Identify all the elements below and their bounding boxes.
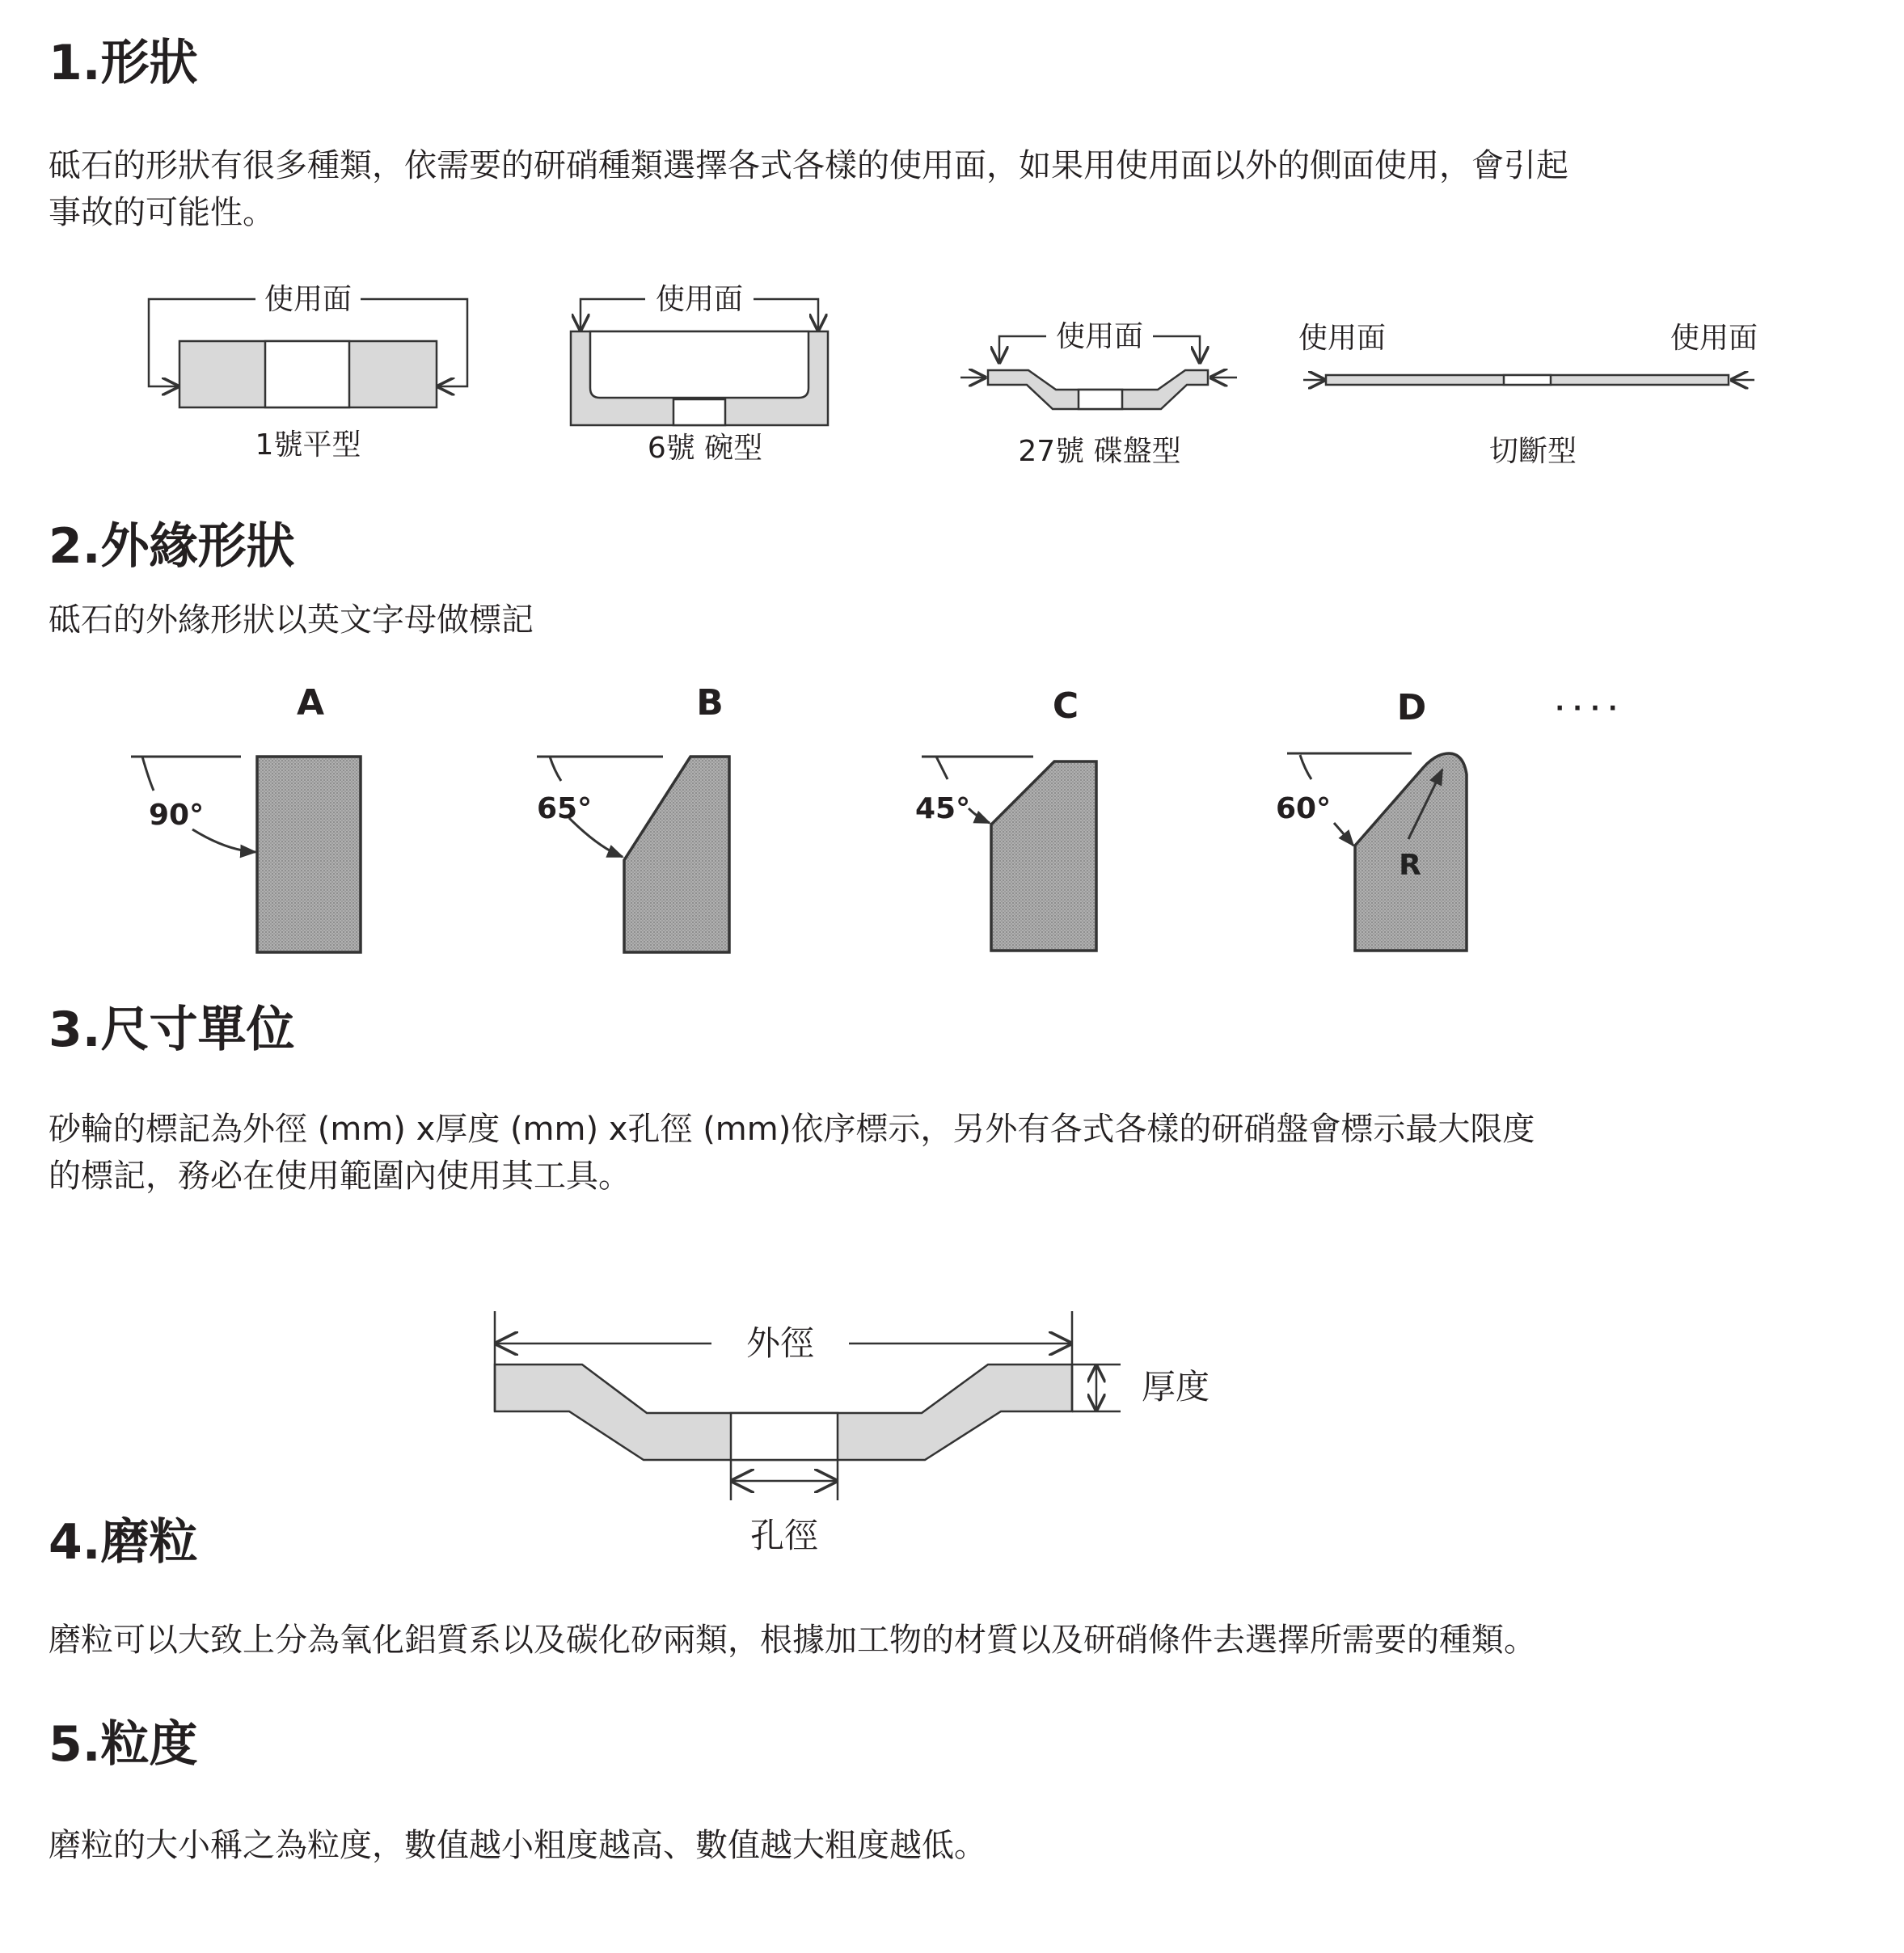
section-shape-text-line1: 砥石的形狀有很多種類，依需要的研硝種類選擇各式各樣的使用面，如果用使用面以外的側面使用，會引起: [49, 147, 1568, 184]
bore-label: 孔徑: [749, 1516, 819, 1555]
outer-diameter-label: 外徑: [745, 1323, 815, 1363]
profile-c-letter: C: [1052, 685, 1079, 727]
section-size-text-line1: 砂輪的標記為外徑 (mm) x厚度 (mm) x孔徑 (mm)依序標示，另外有各式各樣的研硝盤會標示最大限度: [49, 1111, 1535, 1148]
surface-label-type1: 使用面: [264, 283, 353, 316]
type-27-label: 27號 碟盤型: [1018, 435, 1181, 468]
cutoff-label: 切斷型: [1488, 435, 1577, 468]
section-grit-heading: 5.粒度: [49, 1716, 198, 1773]
edge-profile-d: [1276, 687, 1617, 951]
profile-a-letter: A: [296, 682, 325, 723]
profile-d-radius-label: R: [1399, 849, 1421, 882]
profile-b-angle: 65°: [537, 792, 593, 825]
profile-d-letter: D: [1396, 687, 1427, 728]
section-shape-heading: 1.形狀: [49, 35, 198, 91]
surface-label-cutoff-right: 使用面: [1670, 322, 1758, 355]
section-grit-text: 磨粒的大小稱之為粒度，數值越小粗度越高、數值越大粗度越低。: [49, 1827, 986, 1864]
edge-profile-diagram: [0, 679, 1904, 970]
edge-profile-c: [915, 685, 1096, 951]
cutoff-wheel: [1303, 375, 1754, 385]
more-profiles-ellipsis: · · · ·: [1555, 694, 1618, 723]
section-shape-text-line2: 事故的可能性。: [49, 194, 275, 231]
section-edge-heading: 2.外緣形狀: [49, 518, 295, 575]
wheel-dimension-diagram: [0, 1293, 1904, 1560]
type-6-label: 6號 碗型: [647, 432, 763, 465]
surface-label-cutoff-left: 使用面: [1298, 322, 1387, 355]
section-abrasive-text: 磨粒可以大致上分為氧化鋁質系以及碳化矽兩類，根據加工物的材質以及研硝條件去選擇所需要的種類。: [49, 1622, 1536, 1659]
thickness-label: 厚度: [1142, 1367, 1210, 1407]
edge-profile-a: [131, 682, 361, 952]
profile-c-angle: 45°: [915, 792, 971, 825]
wheel-shape-diagram: [0, 267, 1904, 485]
profile-a-angle: 90°: [149, 799, 205, 832]
section-size-text-line2: 的標記，務必在使用範圍內使用其工具。: [49, 1158, 631, 1195]
surface-label-type6: 使用面: [655, 283, 744, 316]
profile-d-angle: 60°: [1276, 792, 1332, 825]
edge-profile-b: [537, 682, 729, 952]
section-abrasive-heading: 4.磨粒: [49, 1514, 198, 1571]
section-size-heading: 3.尺寸單位: [49, 1002, 295, 1058]
surface-label-type27: 使用面: [1055, 320, 1144, 353]
type-1-label: 1號平型: [255, 428, 361, 462]
profile-b-letter: B: [696, 682, 724, 723]
section-edge-text: 砥石的外緣形狀以英文字母做標記: [49, 601, 534, 639]
type-6-bowl-wheel: [571, 299, 828, 425]
